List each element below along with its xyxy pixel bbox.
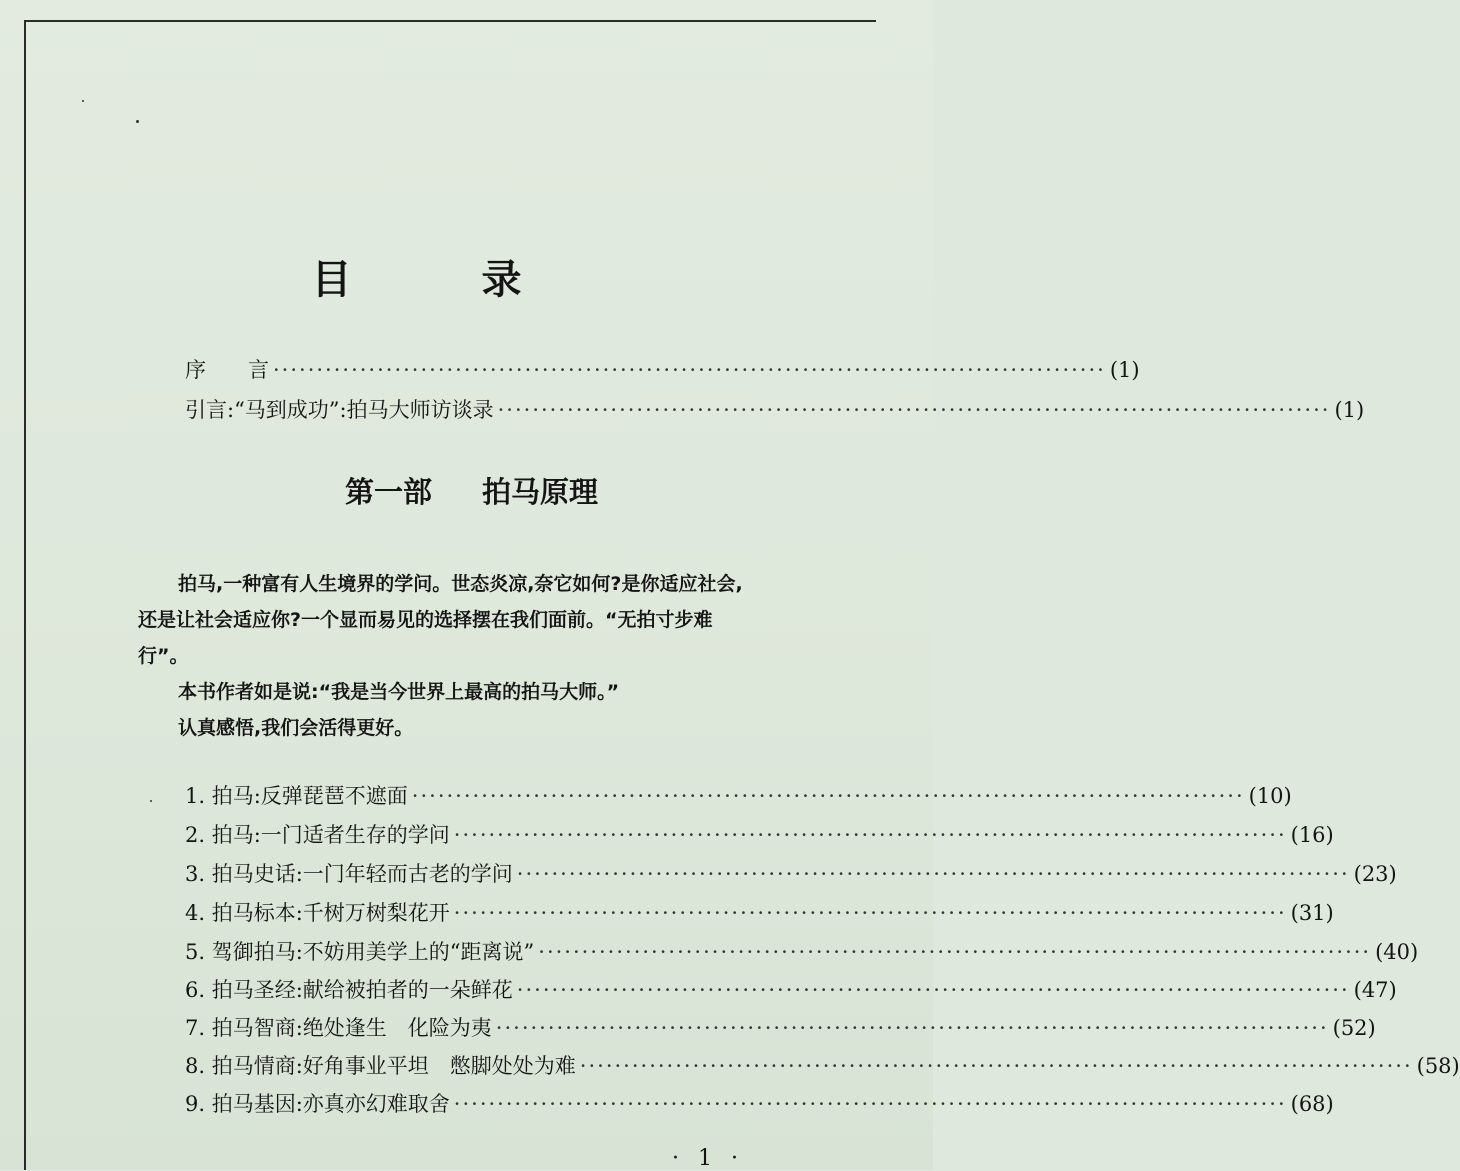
toc-entry-introduction[interactable] (185, 394, 1365, 428)
leader-dots: ································································································ (453, 901, 1287, 925)
toc-entry-label: 引言:“马到成功”:拍马大师访谈录 (185, 398, 494, 422)
toc-entry-label: 6. 拍马圣经:献给被拍者的一朵鲜花 (185, 978, 513, 1002)
toc-entry-page: (10) (1248, 784, 1292, 808)
part-title: 第一部 拍马原理 (344, 475, 599, 509)
toc-entry-chapter-8[interactable] (185, 1050, 1460, 1084)
toc-entry-label: 2. 拍马:一门适者生存的学问 (185, 823, 450, 847)
toc-entry-page: (58) (1416, 1054, 1460, 1078)
intro-paragraph: 认真感悟,我们会活得更好。 (178, 717, 414, 739)
leader-dots: ································································································ (538, 940, 1372, 964)
leader-dots: ································································································ (516, 978, 1350, 1002)
toc-entry-chapter-6[interactable] (185, 974, 1397, 1008)
toc-entry-chapter-2[interactable] (185, 819, 1334, 853)
toc-entry-preface[interactable] (185, 354, 1140, 388)
toc-entry-chapter-3[interactable] (185, 858, 1397, 892)
page-number: · 1 · (672, 1146, 744, 1171)
toc-entry-label: 5. 驾御拍马:不妨用美学上的“距离说” (185, 940, 535, 964)
toc-entry-chapter-9[interactable] (185, 1088, 1334, 1122)
toc-entry-label: 3. 拍马史话:一门年轻而古老的学问 (185, 862, 513, 886)
toc-entry-page: (23) (1353, 862, 1397, 886)
leader-dots: ································································································ (495, 1016, 1329, 1040)
toc-entry-page: (52) (1332, 1016, 1376, 1040)
toc-entry-chapter-1[interactable] (185, 780, 1292, 814)
part-intro (138, 566, 758, 746)
toc-entry-chapter-7[interactable] (185, 1012, 1376, 1046)
toc-entry-page: (1) (1109, 358, 1140, 382)
toc-entry-page: (31) (1290, 901, 1334, 925)
print-speck (82, 100, 84, 102)
toc-entry-page: (1) (1334, 398, 1365, 422)
toc-entry-chapter-4[interactable] (185, 897, 1334, 931)
leader-dots: ································································································ (453, 1092, 1287, 1116)
leader-dots: ································································································ (411, 784, 1245, 808)
toc-entry-label: 4. 拍马标本:千树万树梨花开 (185, 901, 450, 925)
toc-entry-label: 1. 拍马:反弹琵琶不遮面 (185, 784, 408, 808)
toc-entry-page: (47) (1353, 978, 1397, 1002)
print-speck (136, 120, 139, 123)
print-speck (150, 800, 152, 802)
toc-entry-label: 8. 拍马情商:好角事业平坦 憋脚处处为难 (185, 1054, 576, 1078)
leader-dots: ································································································ (516, 862, 1350, 886)
page-title: 目录 (311, 257, 652, 303)
toc-entry-page: (16) (1290, 823, 1334, 847)
top-border-rule (24, 20, 876, 22)
toc-entry-page: (40) (1375, 940, 1419, 964)
left-border-rule (24, 20, 26, 1170)
leader-dots: ································································································ (497, 398, 1331, 422)
toc-entry-label: 序 言 (185, 358, 269, 382)
leader-dots: ································································································ (273, 358, 1106, 382)
toc-entry-label: 7. 拍马智商:绝处逢生 化险为夷 (185, 1016, 492, 1040)
toc-entry-label: 9. 拍马基因:亦真亦幻难取舍 (185, 1092, 450, 1116)
leader-dots: ································································································ (453, 823, 1287, 847)
leader-dots: ································································································ (579, 1054, 1413, 1078)
toc-entry-page: (68) (1290, 1092, 1334, 1116)
toc-entry-chapter-5[interactable] (185, 936, 1419, 970)
intro-paragraph: 拍马,一种富有人生境界的学问。世态炎凉,奈它如何?是你适应社会,还是让社会适应你?一个显而易见的选择摆在我们面前。“无拍寸步难行”。 (138, 573, 743, 667)
intro-paragraph: 本书作者如是说:“我是当今世界上最高的拍马大师。” (178, 681, 620, 703)
